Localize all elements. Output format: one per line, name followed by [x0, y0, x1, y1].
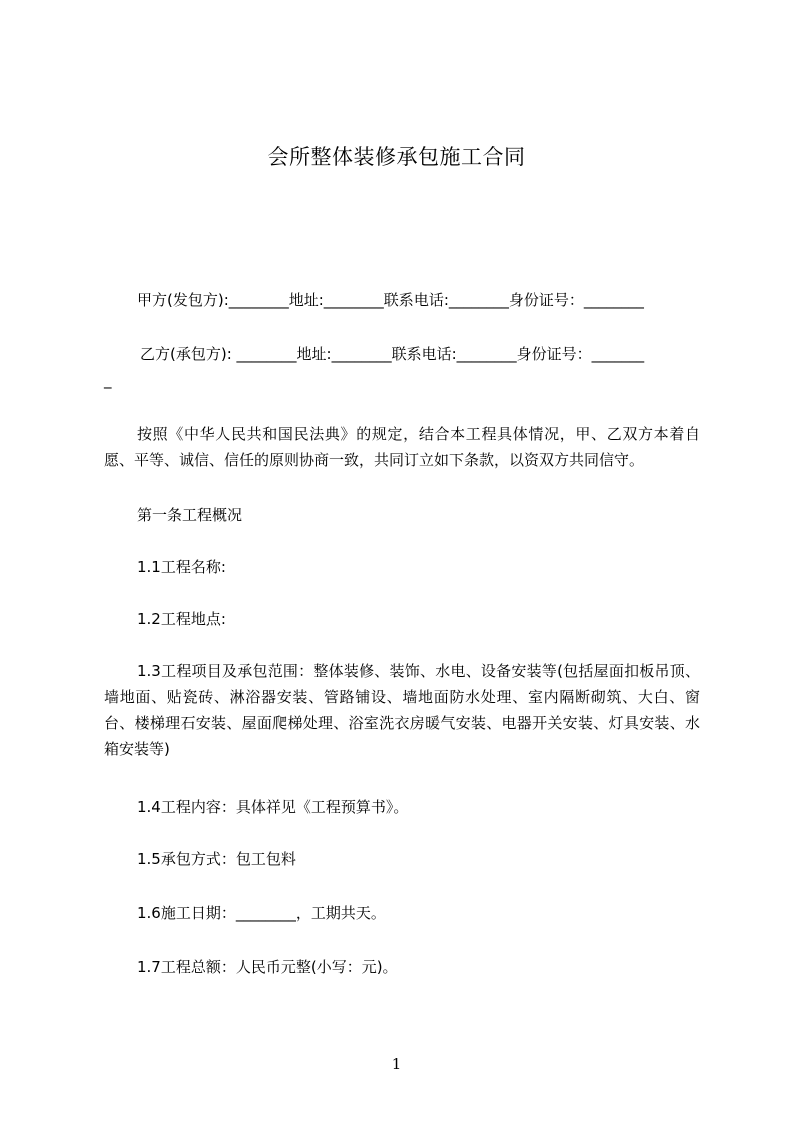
preamble-paragraph: 按照《中华人民共和国民法典》的规定，结合本工程具体情况，甲、乙双方本着自愿、平等、诚信、信任的原则协商一致，共同订立如下条款，以资双方共同信守。	[104, 425, 700, 469]
clause-1-4-project-content: 1.4工程内容：具体祥见《工程预算书》。	[137, 798, 409, 816]
party-b-info: 乙方(承包方): ________地址:________联系电话:________身份证号：_______	[140, 345, 645, 363]
page-title: 会所整体装修承包施工合同	[267, 145, 526, 169]
page-number: 1	[391, 1055, 402, 1073]
clause-1-6-construction-date: 1.6施工日期：________，工期共天。	[137, 904, 386, 922]
article-1-heading: 第一条工程概况	[137, 506, 243, 524]
clause-1-2-project-location: 1.2工程地点:	[137, 610, 226, 628]
clause-1-3-project-scope: 1.3工程项目及承包范围：整体装修、装饰、水电、设备安装等(包括屋面扣板吊顶、墙地面、贴瓷砖、淋浴器安装、管路铺设、墙地面防水处理、室内隔断砌筑、大白、窗台、楼梯理石安装、屋面爬梯处理、浴室洗衣房暖气安装、电器开关安装、灯具安装、水箱安装等)	[104, 662, 700, 758]
party-b-info-continued: _	[104, 371, 112, 389]
clause-1-7-total-amount: 1.7工程总额：人民币元整(小写：元)。	[137, 958, 398, 976]
clause-1-5-contract-method: 1.5承包方式：包工包料	[137, 850, 296, 868]
clause-1-1-project-name: 1.1工程名称:	[137, 558, 226, 576]
party-a-info: 甲方(发包方):________地址:________联系电话:________身份证号：________	[137, 291, 644, 309]
